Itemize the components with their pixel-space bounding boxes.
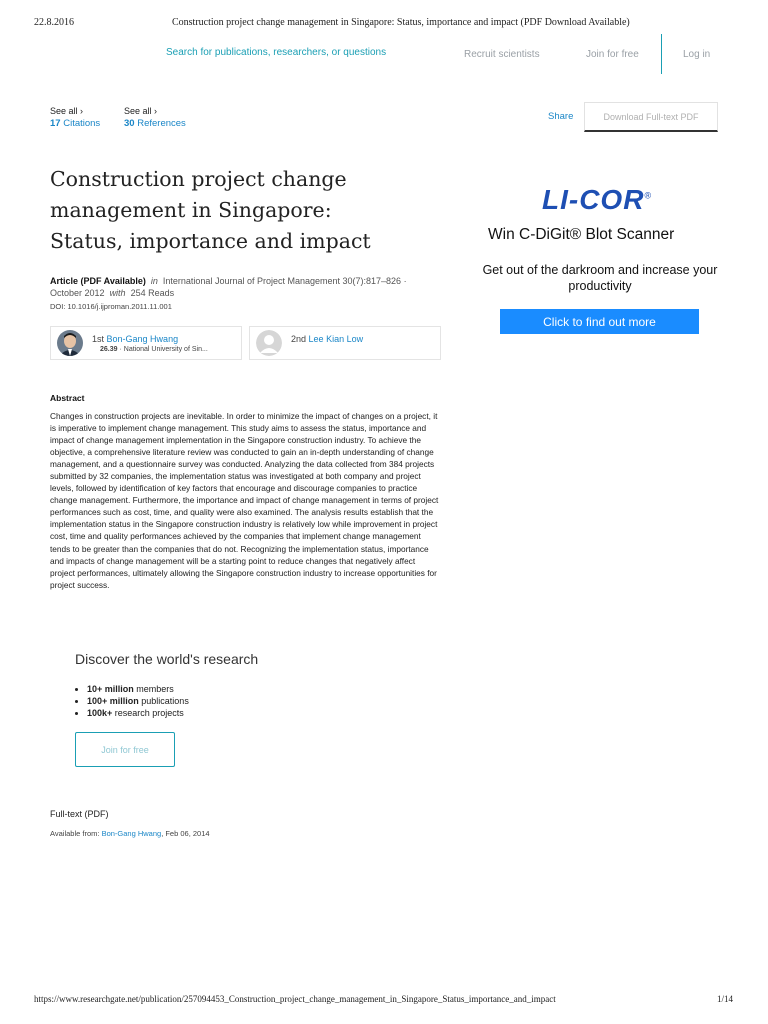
author-1-line	[92, 334, 178, 344]
discover-item	[87, 695, 189, 707]
author-2-name[interactable]: Lee Kian Low	[308, 334, 364, 344]
author-1-sub	[100, 346, 208, 353]
journal-link[interactable]: International Journal of Project Management 30(7):817–826	[162, 276, 402, 286]
abstract-text: Changes in construction projects are inevitable. In order to minimize the impact of changes on a project, it is imperative to implement change management. This study aims to assess the status, importance and impact of change management implementation in the Singapore construction industry. To achieve the objective, a comprehensive literature review was conducted to gain an in-depth understanding of change management, and a questionnaire survey was conducted. Analyzing the data collected from 384 projects submitted by 32 companies, the implementation status was investigated at both company and project levels, followed by identification of key factors that encourage and discourage companies to practice change management. Furthermore, the importance and impact of change management in terms of project performances such as cost, time, and quality were also examined. The analysis results establish that the implementation status in the Singapore construction industry is relatively low while improvement in project cost, time and quality performances achieved by the companies that implement change management tends to be greater than the companies that do not. Recognizing the implementation status, importance and impacts of change management will be a starting point to reduce changes that negatively affect project performances, ultimately allowing the Singapore construction industry to increase opportunities for project success.	[50, 411, 439, 590]
author-1-affiliation: · National University of Sin...	[119, 346, 208, 353]
citations-label: Citations	[63, 118, 101, 129]
paper-type: Article (PDF Available)	[50, 276, 146, 286]
paper-title: Construction project change management in Singapore: Status, importance and impact	[50, 167, 371, 253]
in-word: in	[150, 276, 158, 286]
discover-item	[87, 707, 189, 719]
licor-logo[interactable]	[542, 184, 652, 216]
print-url: https://www.researchgate.net/publication/257094453_Construction_project_change_management_in_Singapore_Status_importance_and_impact	[34, 994, 556, 1004]
with-word: with	[109, 288, 126, 298]
share-button[interactable]: Share	[548, 111, 574, 122]
citations-see-all[interactable]: See all ›	[50, 106, 84, 116]
discover-title: Discover the world's research	[75, 651, 259, 667]
ad-subtext: Get out of the darkroom and increase your productivity	[482, 263, 718, 293]
references-count: 30	[124, 118, 135, 129]
doi: DOI: 10.1016/j.ijproman.2011.11.001	[50, 302, 172, 311]
nav-divider	[661, 34, 662, 74]
references-stat[interactable]	[124, 106, 186, 129]
author-avatar-photo[interactable]	[57, 330, 83, 356]
citations-count-link[interactable]	[50, 118, 100, 129]
available-from	[50, 829, 210, 838]
available-prefix: Available from:	[50, 829, 102, 838]
log-in-link[interactable]: Log in	[683, 49, 711, 60]
fulltext-label: Full-text (PDF)	[50, 809, 109, 819]
discover-item	[87, 683, 189, 695]
download-pdf-button[interactable]: Download Full-text PDF	[584, 102, 718, 132]
author-2-line	[291, 334, 363, 344]
reads-count: 254 Reads	[130, 288, 175, 298]
references-see-all[interactable]: See all ›	[124, 106, 158, 116]
print-page-title: Construction project change management in Singapore: Status, importance and impact (PDF Download Available)	[172, 17, 630, 28]
licor-registered-mark: ®	[644, 190, 653, 201]
author-card-2[interactable]	[249, 326, 441, 360]
discover-item-bold: 10+ million	[87, 684, 134, 694]
author-card-1[interactable]	[50, 326, 242, 360]
citations-count: 17	[50, 118, 61, 129]
discover-item-text: members	[133, 684, 174, 694]
ad-find-out-more-button[interactable]: Click to find out more	[500, 309, 699, 334]
discover-item-bold: 100k+	[87, 708, 113, 718]
author-1-score: 26.39	[100, 346, 118, 353]
author-1-ordinal: 1st	[92, 334, 105, 344]
references-count-link[interactable]	[124, 118, 186, 129]
paper-date: · October 2012	[50, 276, 407, 298]
author-2-ordinal: 2nd	[291, 334, 307, 344]
join-for-free-button[interactable]: Join for free	[75, 732, 175, 767]
available-date: , Feb 06, 2014	[161, 829, 210, 838]
join-for-free-link[interactable]: Join for free	[586, 49, 639, 60]
recruit-scientists-link[interactable]: Recruit scientists	[464, 49, 540, 60]
ad-headline: Win C-DiGit® Blot Scanner	[488, 226, 675, 243]
paper-meta	[50, 275, 425, 299]
citations-stat[interactable]	[50, 106, 100, 129]
author-1-name[interactable]: Bon-Gang Hwang	[106, 334, 179, 344]
abstract-heading: Abstract	[50, 393, 85, 403]
discover-item-bold: 100+ million	[87, 696, 139, 706]
discover-list	[87, 683, 189, 719]
print-page-number: 1/14	[717, 994, 734, 1004]
discover-item-text: publications	[138, 696, 189, 706]
discover-item-text: research projects	[112, 708, 184, 718]
print-date: 22.8.2016	[34, 17, 74, 28]
search-input[interactable]: Search for publications, researchers, or questions	[166, 47, 387, 58]
references-label: References	[137, 118, 186, 129]
licor-logo-text: LI-COR	[542, 184, 645, 215]
author-avatar-placeholder-icon[interactable]	[256, 330, 282, 356]
available-author-link[interactable]: Bon-Gang Hwang	[101, 829, 162, 838]
